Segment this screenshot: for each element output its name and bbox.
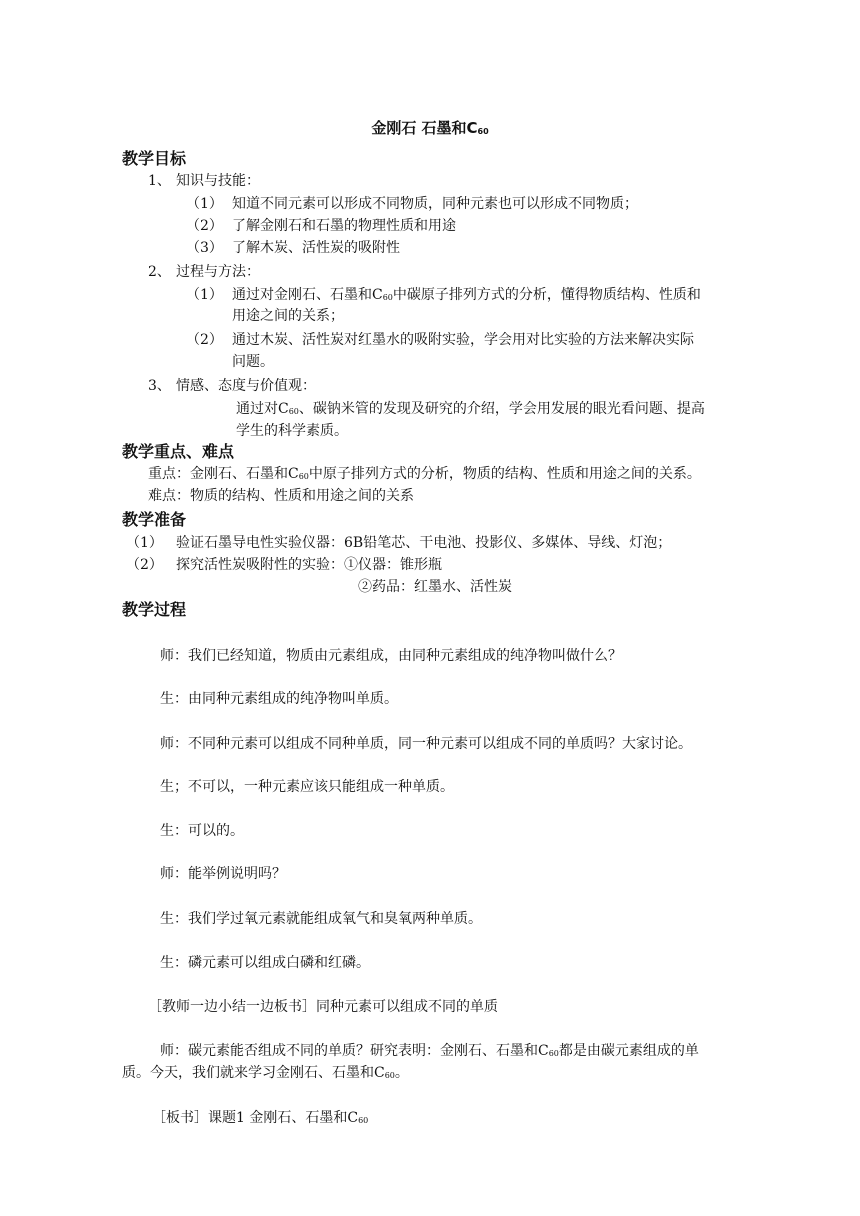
key-point-pre: 重点：金刚石、石墨和C: [148, 466, 299, 482]
goal-1-item-1-text: 知道不同元素可以形成不同物质，同种元素也可以形成不同物质；: [232, 196, 638, 212]
goal-2: [148, 262, 260, 282]
prep-item-2-cont: ②药品：红墨水、活性炭: [358, 579, 512, 595]
goal-3-item-sub: 60: [288, 407, 299, 416]
goal-3-label: 情感、态度与价值观：: [176, 378, 316, 394]
goal-1-item-1: [186, 194, 638, 214]
final-para-1-sub: 60: [548, 1049, 559, 1058]
goal-1-item-2: [186, 216, 456, 236]
prep-item-1-text: 验证石墨导电性实验仪器：6B铅笔芯、干电池、投影仪、多媒体、导线、灯泡；: [176, 535, 672, 551]
goal-3: [148, 376, 316, 396]
goal-1-item-3-num: （3）: [186, 240, 223, 256]
title-subscript: 60: [477, 127, 489, 136]
final-para-1-post: 都是由碳元素组成的单: [558, 1043, 699, 1059]
goal-3-item-pre: 通过对C: [236, 401, 289, 417]
key-point-post: 中原子排列方式的分析，物质的结构、性质和用途之间的关系。: [308, 466, 701, 482]
goal-3-item-post: 、碳钠米管的发现及研究的介绍，学会用发展的眼光看问题、提高: [298, 401, 705, 417]
prep-item-2-text: 探究活性炭吸附性的实验：①仪器：锥形瓶: [176, 557, 442, 573]
goal-1-item-2-text: 了解金刚石和石墨的物理性质和用途: [232, 218, 456, 234]
final-para-1-pre: 师：碳元素能否组成不同的单质？研究表明：金刚石、石墨和C: [160, 1043, 549, 1059]
goal-1-item-1-num: （1）: [186, 196, 223, 212]
goal-2-item-2-num: （2）: [186, 332, 223, 348]
goal-2-item-1-cont: 用途之间的关系；: [232, 308, 344, 324]
dialogue-line-3: 师：不同种元素可以组成不同种单质，同一种元素可以组成不同的单质吗？大家讨论。: [160, 736, 692, 752]
dialogue-line-6: 师：能举例说明吗？: [160, 866, 286, 882]
section-process-heading: 教学过程: [122, 600, 187, 619]
goal-2-item-1-post: 中碳原子排列方式的分析，懂得物质结构、性质和: [392, 287, 701, 303]
final-para-1-cont: [122, 1063, 409, 1086]
goal-2-item-2-text: 通过木炭、活性炭对红墨水的吸附实验，学会用对比实验的方法来解决实际: [232, 332, 694, 348]
prep-item-2-num: （2）: [126, 557, 163, 573]
final-para-2: [152, 1108, 368, 1131]
goal-2-item-1-num: （1）: [186, 287, 223, 303]
difficult-point: 难点：物质的结构、性质和用途之间的关系: [148, 488, 414, 504]
dialogue-line-7: 生：我们学过氧元素就能组成氧气和臭氧两种单质。: [160, 911, 482, 927]
goal-1-item-3: [186, 238, 400, 258]
final-para-1-cont-sub: 60: [384, 1071, 395, 1080]
goal-2-item-2-cont: 问题。: [232, 354, 274, 370]
goal-2-item-1-pre: 通过对金刚石、石墨和C: [232, 287, 383, 303]
goal-2-label: 过程与方法：: [176, 264, 260, 280]
prep-item-2: [126, 555, 442, 575]
goal-2-item-2: [186, 330, 694, 350]
goal-1-item-2-num: （2）: [186, 218, 223, 234]
final-para-1-cont-post: 。: [394, 1065, 409, 1081]
dialogue-line-5: 生：可以的。: [160, 823, 244, 839]
dialogue-line-2: 生：由同种元素组成的纯净物叫单质。: [160, 691, 398, 707]
title-text: 金刚石 石墨和C: [371, 119, 478, 137]
goal-2-item-1: [186, 285, 701, 308]
dialogue-line-8: 生：磷元素可以组成白磷和红磷。: [160, 955, 370, 971]
final-para-2-pre: ［板书］课题1 金刚石、石墨和C: [152, 1110, 359, 1126]
dialogue-line-9: ［教师一边小结一边板书］同种元素可以组成不同的单质: [148, 999, 498, 1015]
section-prep-heading: 教学准备: [122, 510, 187, 529]
prep-item-1-num: （1）: [126, 535, 163, 551]
goal-2-num: 2、: [148, 264, 171, 280]
goal-1-label: 知识与技能：: [176, 173, 260, 189]
goal-3-item: [236, 399, 705, 422]
page-title: [0, 117, 860, 143]
final-para-1-cont-pre: 质。今天，我们就来学习金刚石、石墨和C: [122, 1065, 385, 1081]
goal-3-num: 3、: [148, 378, 171, 394]
section-goals-heading: 教学目标: [122, 149, 187, 168]
final-para-2-sub: 60: [358, 1116, 369, 1125]
goal-1-item-3-text: 了解木炭、活性炭的吸附性: [232, 240, 400, 256]
prep-item-1: [126, 533, 671, 553]
dialogue-line-4: 生；不可以，一种元素应该只能组成一种单质。: [160, 779, 454, 795]
final-para-1: [160, 1041, 699, 1064]
dialogue-line-1: 师：我们已经知道，物质由元素组成，由同种元素组成的纯净物叫做什么？: [160, 648, 622, 664]
goal-1-num: 1、: [148, 173, 171, 189]
section-keypoints-heading: 教学重点、难点: [122, 442, 235, 461]
key-point: [148, 464, 701, 487]
goal-2-item-1-sub: 60: [382, 293, 393, 302]
goal-1: [148, 171, 260, 191]
key-point-sub: 60: [298, 472, 309, 481]
goal-3-item-cont: 学生的科学素质。: [236, 423, 348, 439]
